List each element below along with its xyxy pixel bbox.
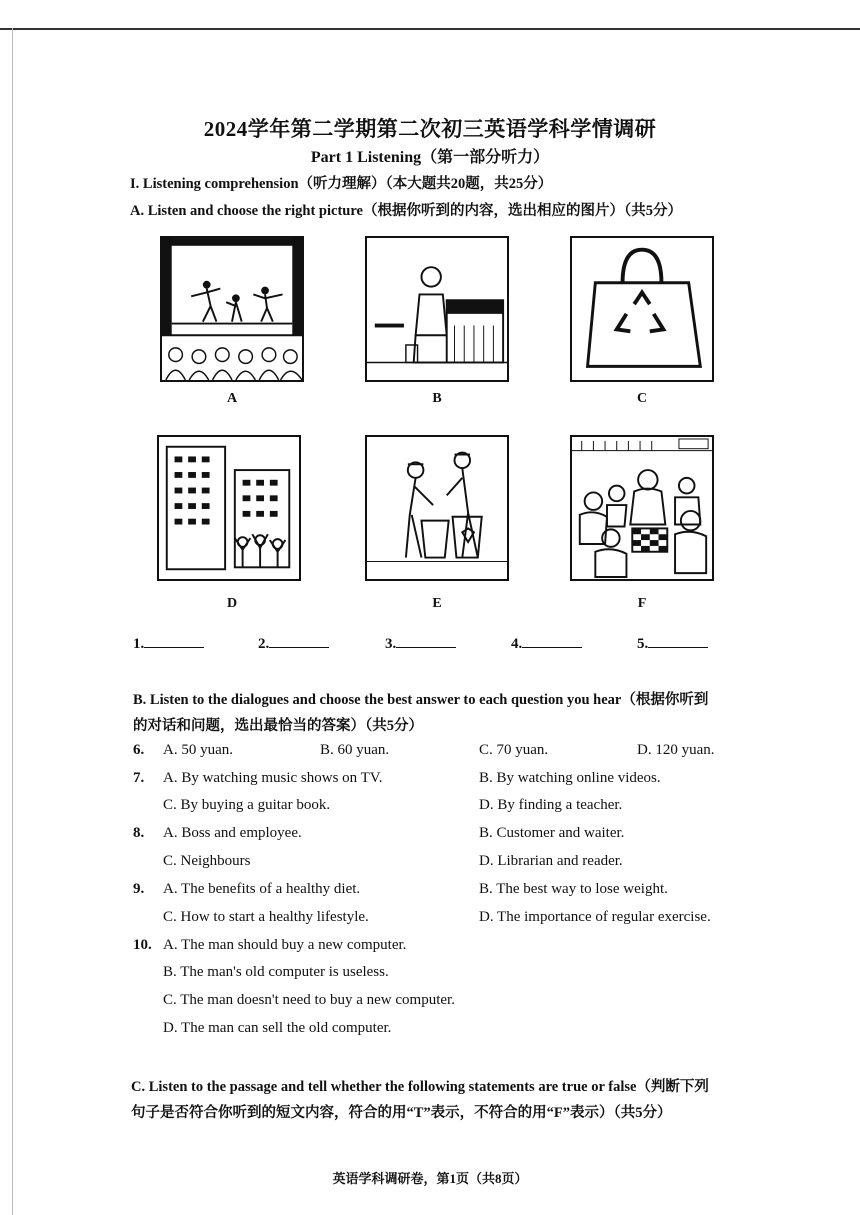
answer-blank-number: 5. <box>637 636 649 652</box>
picture-b <box>365 236 509 382</box>
answer-blank-5[interactable] <box>637 634 708 653</box>
answer-blank-line <box>522 634 582 648</box>
question-10-option-a[interactable]: A. The man should buy a new computer. <box>163 937 407 953</box>
question-9-option-a[interactable]: A. The benefits of a healthy diet. <box>163 881 361 897</box>
recycling-workers-icon <box>367 437 507 579</box>
answer-blank-line <box>396 634 456 648</box>
question-10-option-c[interactable]: C. The man doesn't need to buy a new computer. <box>163 992 455 1008</box>
question-8-option-a[interactable]: A. Boss and employee. <box>163 825 302 841</box>
answer-blank-number: 3. <box>385 636 397 652</box>
question-9-option-d[interactable]: D. The importance of regular exercise. <box>479 909 711 925</box>
question-7-option-c[interactable]: C. By buying a guitar book. <box>163 797 331 813</box>
question-7-option-a[interactable]: A. By watching music shows on TV. <box>163 770 383 786</box>
section-c-heading-line2: 句子是否符合你听到的短文内容，符合的用“T”表示，不符合的用“F”表示）（共5分） <box>131 1105 672 1121</box>
section-c-heading-line1: C. Listen to the passage and tell whether the following statements are true or false（判断下列 <box>131 1079 709 1095</box>
picture-e-label: E <box>432 596 442 611</box>
picture-c <box>570 236 714 382</box>
section-b-heading-line2: 的对话和问题，选出最恰当的答案）（共5分） <box>133 718 423 734</box>
answer-blank-1[interactable] <box>133 634 204 653</box>
picture-a <box>160 236 304 382</box>
picture-e <box>365 435 509 581</box>
question-8-number: 8. <box>133 825 145 841</box>
question-7-option-b[interactable]: B. By watching online videos. <box>479 770 661 786</box>
answer-blank-number: 2. <box>258 636 270 652</box>
question-10-option-d[interactable]: D. The man can sell the old computer. <box>163 1020 392 1036</box>
stage-dance-icon <box>162 238 302 380</box>
page-footer: 英语学科调研卷，第1页（共8页） <box>332 1171 528 1186</box>
question-8-option-b[interactable]: B. Customer and waiter. <box>479 825 625 841</box>
question-6-number: 6. <box>133 742 145 758</box>
picture-d <box>157 435 301 581</box>
section-1-heading: I. Listening comprehension（听力理解）（本大题共20题，共25分） <box>130 176 553 192</box>
chess-group-icon <box>572 437 712 579</box>
recycle-bag-icon <box>572 238 712 380</box>
answer-blank-line <box>648 634 708 648</box>
question-6-option-c[interactable]: C. 70 yuan. <box>479 742 549 758</box>
city-buildings-icon <box>159 437 299 579</box>
answer-blank-number: 1. <box>133 636 145 652</box>
picture-b-label: B <box>432 391 442 406</box>
question-8-option-c[interactable]: C. Neighbours <box>163 853 251 869</box>
answer-blank-line <box>144 634 204 648</box>
question-6-option-b[interactable]: B. 60 yuan. <box>320 742 390 758</box>
picture-c-label: C <box>636 391 648 406</box>
page-top-border <box>0 28 860 30</box>
page-left-border <box>12 28 13 1215</box>
answer-blank-2[interactable] <box>258 634 329 653</box>
page-subtitle: Part 1 Listening（第一部分听力） <box>310 149 550 166</box>
question-9-option-b[interactable]: B. The best way to lose weight. <box>479 881 668 897</box>
picture-f <box>570 435 714 581</box>
section-a-heading: A. Listen and choose the right picture（根据你听到的内容，选出相应的图片）（共5分） <box>130 203 682 219</box>
section-b-heading-line1: B. Listen to the dialogues and choose the best answer to each question you hear（根据你听到 <box>133 692 709 708</box>
question-9-option-c[interactable]: C. How to start a healthy lifestyle. <box>163 909 369 925</box>
answer-blank-number: 4. <box>511 636 523 652</box>
question-6-option-d[interactable]: D. 120 yuan. <box>637 742 715 758</box>
question-9-number: 9. <box>133 881 145 897</box>
question-10-option-b[interactable]: B. The man's old computer is useless. <box>163 964 389 980</box>
question-7-number: 7. <box>133 770 145 786</box>
question-6-option-a[interactable]: A. 50 yuan. <box>163 742 233 758</box>
answer-blank-line <box>269 634 329 648</box>
question-10-number: 10. <box>133 937 152 953</box>
page-title: 2024学年第二学期第二次初三英语学科学情调研 <box>203 117 657 141</box>
answer-blank-3[interactable] <box>385 634 456 653</box>
picture-a-label: A <box>226 391 238 406</box>
picture-d-label: D <box>226 596 238 611</box>
question-7-option-d[interactable]: D. By finding a teacher. <box>479 797 623 813</box>
picture-f-label: F <box>637 596 647 611</box>
question-8-option-d[interactable]: D. Librarian and reader. <box>479 853 623 869</box>
piano-teacher-icon <box>367 238 507 380</box>
answer-blank-4[interactable] <box>511 634 582 653</box>
